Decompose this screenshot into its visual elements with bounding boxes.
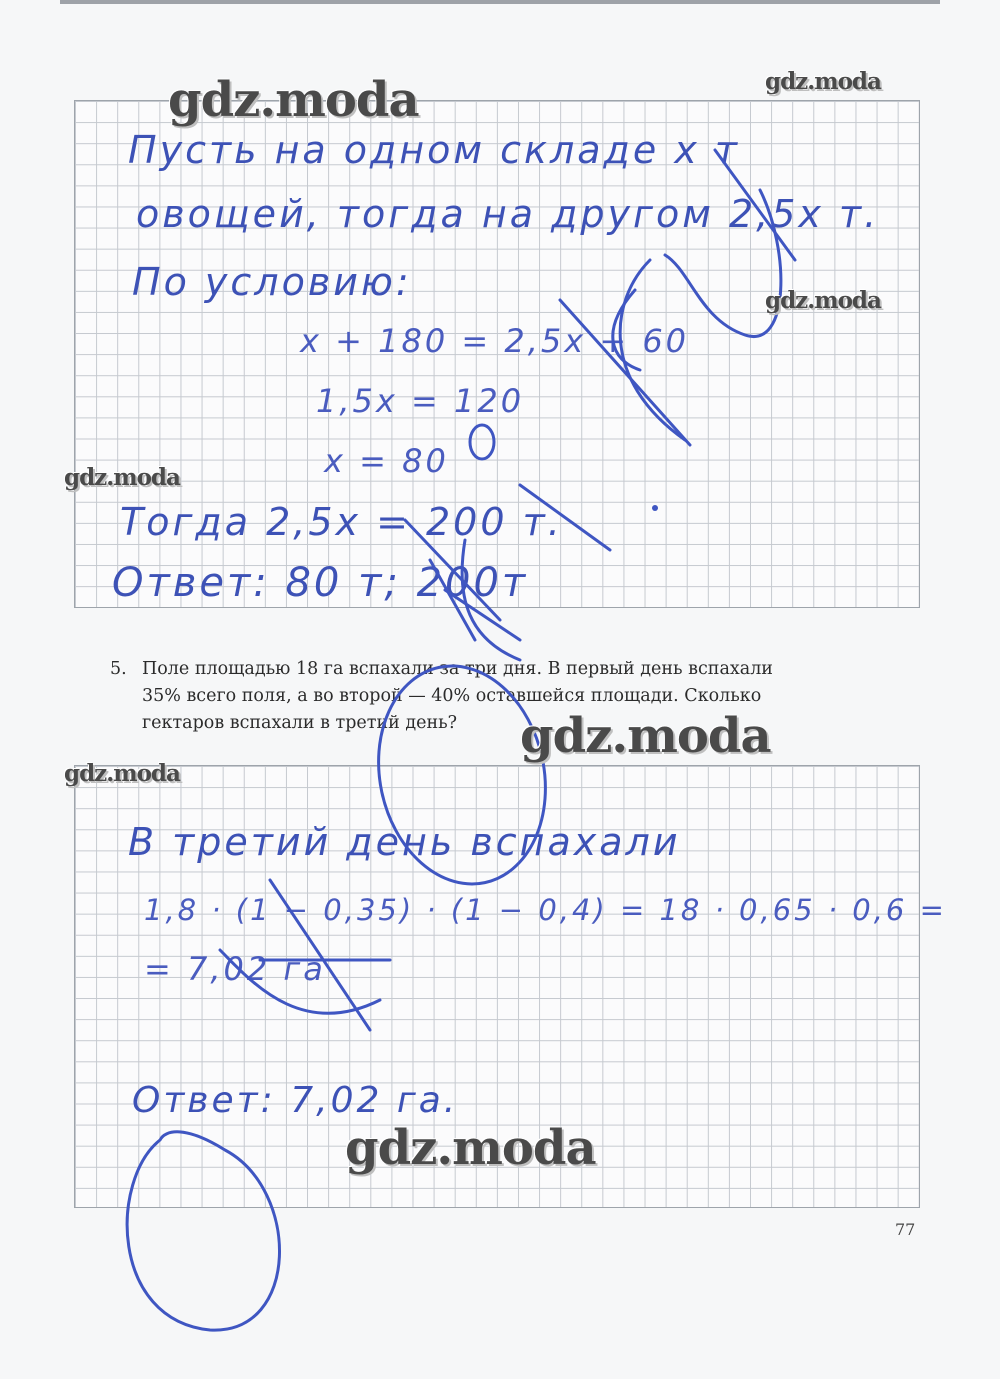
equation-5-2: = 7,02 га [144,950,326,988]
watermark-top-left: gdz.moda [168,72,419,128]
scribble-line-mid [560,300,690,445]
equation-3: x = 80 [324,442,449,480]
page-number: 77 [895,1220,916,1239]
watermark-center: gdz.moda [520,708,771,764]
scribble-line-right [520,485,610,550]
handwritten-line-2: овощей, тогда на другом 2,5x т. [136,192,880,236]
scribble-loop-top-right [665,190,781,337]
scribble-curve-right [620,260,685,440]
scribble-line-lower-left [405,520,500,620]
handwritten-line-3: По условию: [132,260,412,304]
scribble-diagonal-top [715,150,795,260]
scribble-small-circle [470,425,494,459]
scribble-curve-mid [613,290,640,370]
watermark-bottom-center: gdz.moda [345,1120,596,1176]
watermark-right-mid: gdz.moda [765,287,881,314]
watermark-left-lower: gdz.moda [64,760,180,787]
task-text-line-2: 35% всего поля, а во второй — 40% оставшейся площади. Сколько [142,686,762,706]
handwritten-line-1: Пусть на одном складе x т [128,128,740,172]
handwritten-then-line: Тогда 2,5x = 200 т. [120,500,563,544]
handwritten-line-5-1: В третий день вспахали [128,820,681,864]
scribble-v-shape [462,540,520,660]
handwritten-answer-4: Ответ: 80 т; 200т [112,560,529,606]
scribble-lower-diagonal [270,880,370,1030]
task-number: 5. [110,659,127,679]
equation-2: 1,5x = 120 [316,382,525,420]
scribble-big-oval [359,650,565,899]
watermark-left-mid: gdz.moda [64,464,180,491]
task-text-line-1: Поле площадью 18 га вспахали за три дня. В первый день вспахали [142,659,773,679]
equation-5-1: 1,8 · (1 − 0,35) · (1 − 0,4) = 18 · 0,65 · 0,6 = [144,893,947,927]
watermark-top-right: gdz.moda [765,68,881,95]
equation-1: x + 180 = 2,5x + 60 [300,322,690,360]
scribble-big-loop-bottom [127,1132,279,1330]
task-text-line-3: гектаров вспахали в третий день? [142,713,458,733]
handwritten-answer-5: Ответ: 7,02 га. [132,1080,459,1121]
